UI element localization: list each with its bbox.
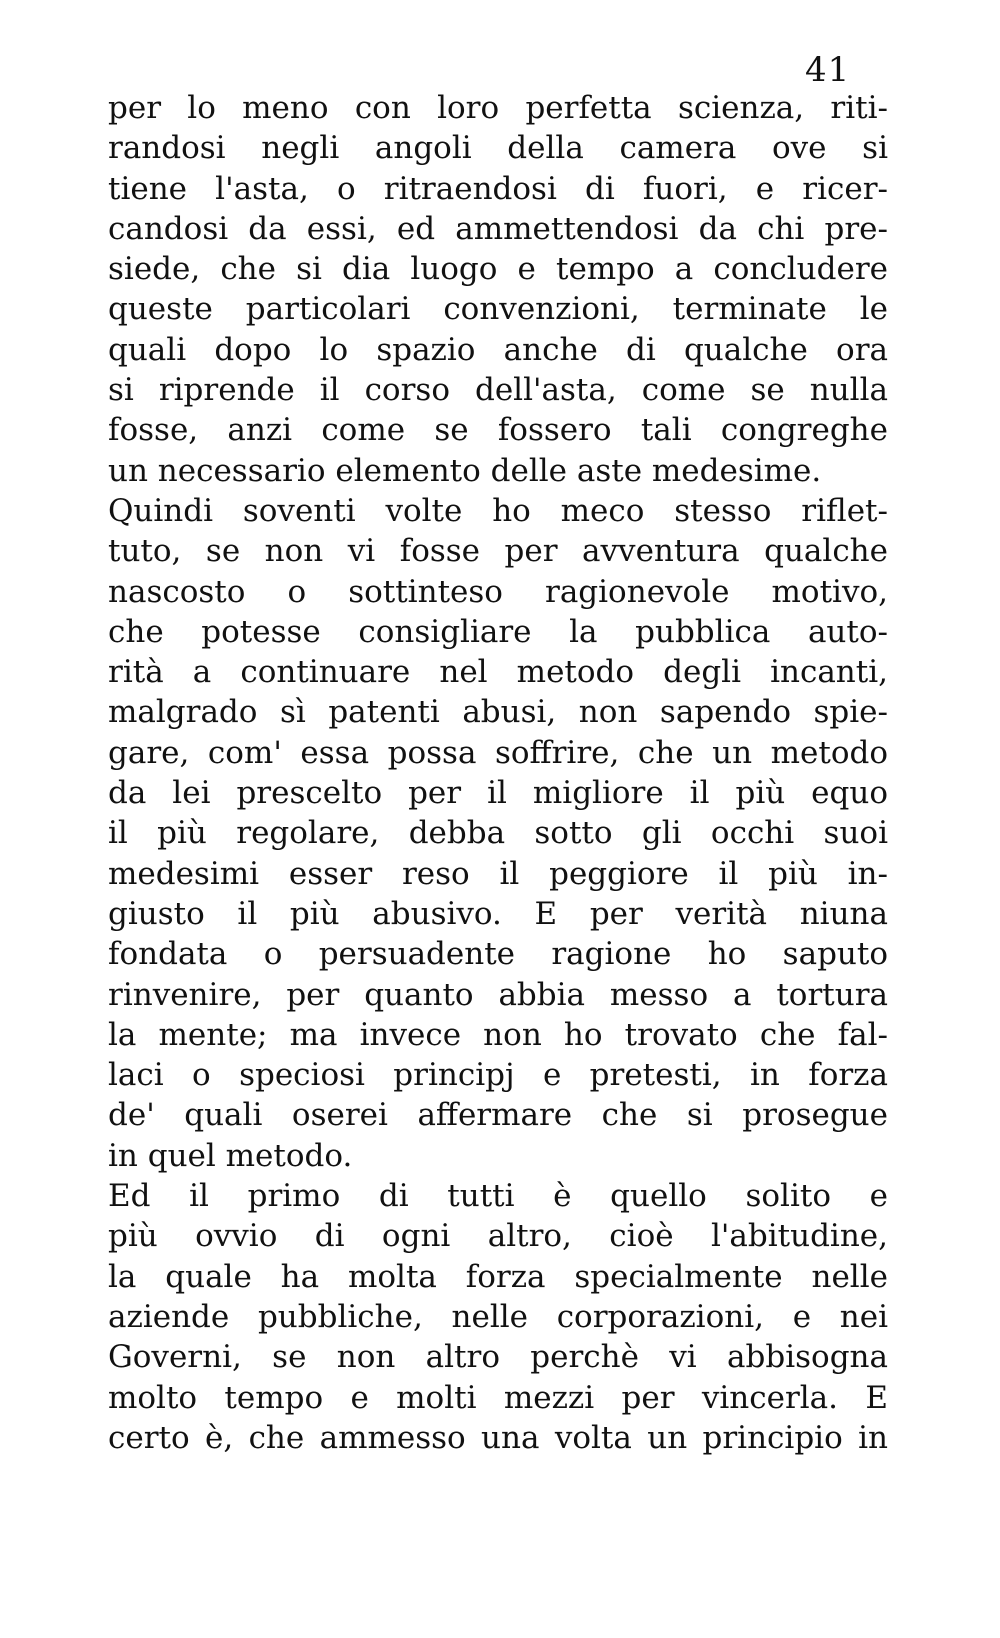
text-line: malgrado sì patenti abusi, non sapendo spie- (108, 694, 888, 731)
text-line: laci o speciosi principj e pretesti, in forza (108, 1057, 888, 1094)
text-line: fosse, anzi come se fossero tali congreghe (108, 412, 888, 449)
text-line: da lei prescelto per il migliore il più equo (108, 775, 888, 812)
text-line: certo è, che ammesso una volta un principio in (108, 1419, 888, 1456)
text-line: più ovvio di ogni altro, cioè l'abitudine, (108, 1218, 888, 1255)
text-line: nascosto o sottinteso ragionevole motivo, (108, 573, 888, 610)
text-line: giusto il più abusivo. E per verità niuna (108, 895, 888, 932)
text-line: Quindi soventi volte ho meco stesso riflet- (108, 492, 888, 529)
text-line: aziende pubbliche, nelle corporazioni, e nei (108, 1298, 888, 1335)
text-line: molto tempo e molti mezzi per vincerla. E (108, 1379, 888, 1416)
page-number: 41 (805, 50, 851, 90)
text-line: un necessario elemento delle aste medesime. (108, 452, 822, 489)
text-line: rità a continuare nel metodo degli incanti, (108, 654, 888, 691)
text-line: candosi da essi, ed ammettendosi da chi pre- (108, 210, 888, 247)
text-line: gare, com' essa possa soffrire, che un metodo (108, 734, 888, 771)
text-line: randosi negli angoli della camera ove si (108, 130, 888, 167)
text-line: tiene l'asta, o ritraendosi di fuori, e ricer- (108, 170, 888, 207)
body-text (108, 88, 888, 1458)
text-line: de' quali oserei affermare che si prosegue (108, 1097, 888, 1134)
text-line: in quel metodo. (108, 1137, 353, 1174)
text-line: fondata o persuadente ragione ho saputo (108, 936, 888, 973)
text-line: Ed il primo di tutti è quello solito e (108, 1178, 888, 1215)
text-line: queste particolari convenzioni, terminate le (108, 291, 888, 328)
text-line: quali dopo lo spazio anche di qualche ora (108, 331, 888, 368)
text-line: per lo meno con loro perfetta scienza, riti- (108, 90, 888, 126)
text-line: la mente; ma invece non ho trovato che fal- (108, 1016, 888, 1053)
text-line: che potesse consigliare la pubblica auto- (108, 613, 888, 650)
text-line: siede, che si dia luogo e tempo a concludere (108, 251, 888, 288)
text-line: il più regolare, debba sotto gli occhi suoi (108, 815, 888, 852)
text-line: la quale ha molta forza specialmente nelle (108, 1258, 888, 1295)
text-line: Governi, se non altro perchè vi abbisogna (108, 1339, 888, 1376)
text-line: si riprende il corso dell'asta, come se nulla (108, 372, 888, 409)
text-line: medesimi esser reso il peggiore il più in- (108, 855, 888, 892)
text-line: rinvenire, per quanto abbia messo a tortura (108, 976, 888, 1013)
text-line: tuto, se non vi fosse per avventura qualche (108, 533, 888, 570)
